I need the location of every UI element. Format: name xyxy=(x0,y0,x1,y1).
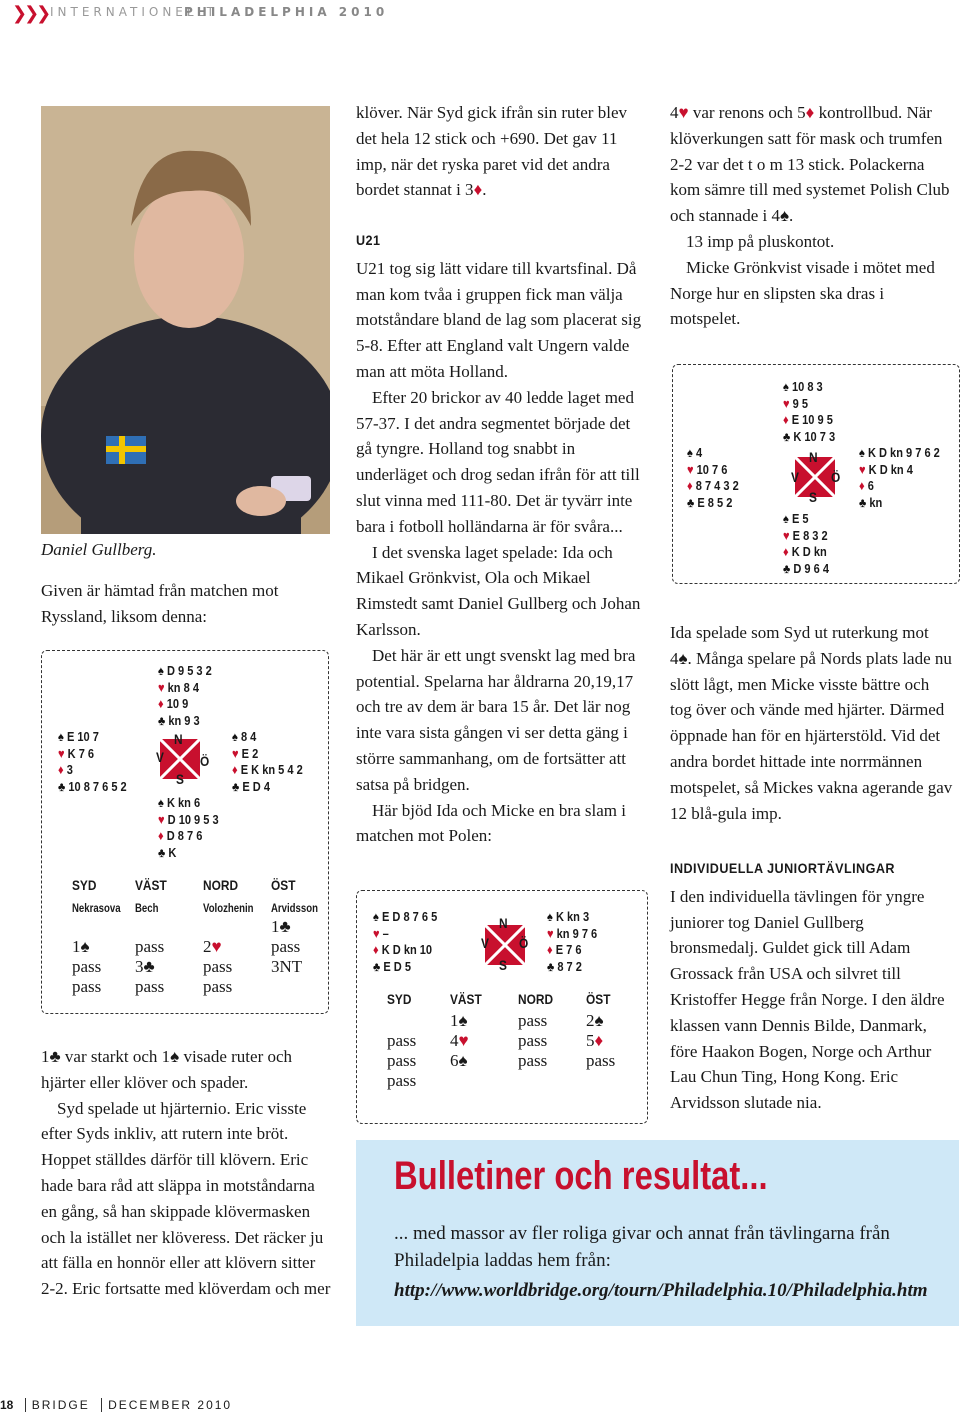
bid-cell: pass xyxy=(271,937,301,956)
header-section: INTERNATIONELLT xyxy=(50,5,218,19)
spade-icon: ♠ xyxy=(687,445,693,460)
club-icon: ♣ xyxy=(232,778,240,794)
bid-cell: 3NT xyxy=(271,957,303,976)
south-diamonds: D 8 7 6 xyxy=(166,828,203,843)
west-spades: E D 8 7 6 5 xyxy=(381,909,438,924)
deal-3-diagram xyxy=(672,364,960,584)
promo-text: ... med massor av fler roliga givar och annat från tävlingarna från Philadelpia laddas hem från: xyxy=(394,1223,890,1271)
column-3-middle xyxy=(670,620,954,826)
spade-icon: ♠ xyxy=(547,909,553,924)
north-hearts: 9 5 xyxy=(792,395,809,411)
paragraph: Syd spelade ut hjärternio. Eric visste efter Syds inkliv, att rutern inte bröt. Hoppet ställdes därför till klövern. Eric hade bara råd att släppa in motståndarna en gång, så han skippade klövermasken och la istället ner klöveress. Det räcker ju att fälla en honnör eller att klövern sitter 2-2. Eric fortsatte med klöverdam och mer xyxy=(41,1098,331,1299)
bid-header-syd: SYD xyxy=(387,991,412,1007)
compass-east: Ö xyxy=(200,753,210,769)
compass-north: N xyxy=(174,731,183,747)
bid-cell: pass xyxy=(387,1071,417,1090)
club-icon: ♣ xyxy=(687,494,695,510)
club-icon: ♣ xyxy=(158,844,166,860)
north-diamonds: E 10 9 5 xyxy=(791,412,833,427)
player-east: Arvidsson xyxy=(271,901,318,915)
bid-cell: pass xyxy=(518,1011,548,1030)
west-clubs: E 8 5 2 xyxy=(697,494,733,510)
bid-cell: pass xyxy=(203,977,233,996)
bid-cell: pass xyxy=(518,1051,548,1070)
diamond-icon: ♦ xyxy=(547,942,553,957)
page-number: 18 xyxy=(0,1398,14,1412)
west-hearts: K 7 6 xyxy=(67,745,95,761)
north-spades: 10 8 3 xyxy=(791,379,823,394)
bid-header-syd: SYD xyxy=(72,877,97,893)
header-event: PHILADELPHIA 2010 xyxy=(184,5,389,19)
spade-icon: ♠ xyxy=(783,379,789,394)
west-clubs: E D 5 xyxy=(383,958,411,974)
paragraph: 4♥ var renons och 5♦ kontrollbud. När klöverkungen satt för mask och trumfen 2-2 var det t o m 13 stick. Polackerna kom sämre till med systemet Polish Club och stannade i 4♠. xyxy=(670,103,950,226)
heart-icon: ♥ xyxy=(158,679,165,695)
club-icon: ♣ xyxy=(859,494,867,510)
bid-header-nord: NORD xyxy=(203,877,239,893)
promo-title: Bulletiner och resultat... xyxy=(394,1154,768,1198)
column-2-top xyxy=(356,100,648,203)
bid-header-ost: ÖST xyxy=(271,877,296,893)
player-south: Nekrasova xyxy=(72,901,121,915)
diamond-icon: ♦ xyxy=(232,762,238,777)
north-spades: D 9 5 3 2 xyxy=(166,663,212,678)
heart-icon: ♥ xyxy=(687,461,694,477)
diamond-icon: ♦ xyxy=(783,412,789,427)
east-clubs: 8 7 2 xyxy=(557,958,582,974)
east-diamonds: E 7 6 xyxy=(555,942,582,957)
club-icon: ♣ xyxy=(158,712,166,728)
deal2-east-hand xyxy=(547,909,597,975)
paragraph: U21 tog sig lätt vidare till kvartsfinal. Då man kom tvåa i gruppen fick man välja motståndare bland de lag som placerat sig 5-8. Efter att England valt Ungern valde man att möta Holland. xyxy=(356,258,642,381)
compass-north: N xyxy=(499,915,508,931)
deal3-west-hand xyxy=(687,445,739,511)
paragraph: I det svenska laget spelade: Ida och Mikael Grönkvist, Ola och Mikael Rimstedt samt Daniel Gullberg och Johan Karlsson. xyxy=(356,542,641,639)
heart-icon: ♥ xyxy=(58,745,65,761)
south-clubs: D 9 6 4 xyxy=(793,560,829,576)
bid-cell: 2♥ xyxy=(203,937,222,956)
heart-icon: ♥ xyxy=(859,461,866,477)
east-diamonds: 6 xyxy=(867,478,874,493)
club-icon: ♣ xyxy=(58,778,66,794)
column-3-bottom xyxy=(670,856,954,1116)
bid-cell: 3♣ xyxy=(135,957,155,976)
north-clubs: K 10 7 3 xyxy=(793,428,836,444)
bid-cell: pass xyxy=(135,977,165,996)
logo-icon: ❯❯❯ xyxy=(12,3,49,24)
west-hearts: 10 7 6 xyxy=(696,461,728,477)
bid-header-nord: NORD xyxy=(518,991,554,1007)
bid-cell: 6♠ xyxy=(450,1051,468,1070)
east-clubs: E D 4 xyxy=(242,778,270,794)
compass-west: V xyxy=(156,749,164,765)
spade-icon: ♠ xyxy=(373,909,379,924)
west-diamonds: K D kn 10 xyxy=(381,942,433,957)
diamond-icon: ♦ xyxy=(158,828,164,843)
south-hearts: E 8 3 2 xyxy=(792,527,828,543)
spade-icon: ♠ xyxy=(859,445,865,460)
bid-header-ost: ÖST xyxy=(586,991,611,1007)
compass-south: S xyxy=(499,957,507,973)
intro-paragraph: Given är hämtad från matchen mot Ryssland, liksom denna: xyxy=(41,581,279,626)
bid-cell: pass xyxy=(72,957,102,976)
paragraph: 13 imp på pluskontot. xyxy=(686,231,835,251)
compass-west: V xyxy=(791,469,799,485)
north-hearts: kn 8 4 xyxy=(167,679,199,695)
deal1-east-hand xyxy=(232,729,303,795)
south-spades: E 5 xyxy=(791,511,809,526)
bid-cell: pass xyxy=(518,1031,548,1050)
bid-cell: 1♠ xyxy=(72,937,90,956)
club-icon: ♣ xyxy=(547,958,555,974)
bid-cell: pass xyxy=(135,937,165,956)
spade-icon: ♠ xyxy=(232,729,238,744)
page-header xyxy=(0,0,960,26)
bid-cell: 1♣ xyxy=(271,917,291,936)
diamond-icon: ♦ xyxy=(687,478,693,493)
bid-cell: 1♠ xyxy=(450,1011,468,1030)
paragraph: klöver. När Syd gick ifrån sin ruter blev det hela 12 stick och +690. Det gav 11 imp, när det ryska paret vid det andra bordet stannat i 3♦. xyxy=(356,103,627,200)
heart-icon: ♥ xyxy=(158,811,165,827)
deal3-east-hand xyxy=(859,445,940,511)
deal2-west-hand xyxy=(373,909,437,975)
bid-header-vast: VÄST xyxy=(135,877,167,893)
column-1-text xyxy=(41,1044,331,1302)
east-hearts: kn 9 7 6 xyxy=(556,925,598,941)
north-diamonds: 10 9 xyxy=(166,696,189,711)
club-icon: ♣ xyxy=(783,560,791,576)
bid-cell: 2♠ xyxy=(586,1011,604,1030)
west-diamonds: 3 xyxy=(66,762,73,777)
diamond-icon: ♦ xyxy=(783,544,789,559)
heart-icon: ♥ xyxy=(783,395,790,411)
bid-cell: 4♥ xyxy=(450,1031,469,1050)
column-1-intro xyxy=(41,578,331,630)
paragraph: Ida spelade som Syd ut ruterkung mot 4♠. Många spelare på Nords plats lade nu slött lågt, men Micke visste bättre och tog över och vände med hjärter. Därmed öppnade han för en hjärterstöld. Vid det andra bordet hittade inte norrmännen motspelet, så Mickes vakna agerande gav 12 blå-gula imp. xyxy=(670,623,953,823)
paragraph: Här bjöd Ida och Micke en bra slam i matchen mot Polen: xyxy=(356,800,626,846)
diamond-icon: ♦ xyxy=(859,478,865,493)
deal-1-diagram xyxy=(41,650,329,1014)
player-north: Volozhenin xyxy=(203,901,254,915)
bid-explanation: 1♣ var starkt och 1♠ visade ruter och hjärter eller klöver och spader. xyxy=(41,1047,293,1092)
player-west: Bech xyxy=(135,901,159,915)
spade-icon: ♠ xyxy=(783,511,789,526)
west-spades: 4 xyxy=(695,445,703,460)
bid-header-vast: VÄST xyxy=(450,991,482,1007)
compass-west: V xyxy=(481,935,489,951)
east-clubs: kn xyxy=(869,494,883,510)
paragraph: I den individuella tävlingen för yngre juniorer tog Daniel Gullberg bronsmedalj. Guldet gick till Adam Grossack från USA och silvret till Kristoffer Hegge från Norge. I den äldre klassen vann Dennis Bilde, Danmark, före Haakon Bogen, Norge och Arthur Lau Chun Ting, Hong Kong. Eric Arvidsson slutade nia. xyxy=(670,886,945,1113)
paragraph: Efter 20 brickor av 40 ledde laget med 57-37. I det andra segmentet började det gå tyngre. Holland tog snabbt in underläget och drog sedan ifrån för att till slut vinna med 111-80. Det är tyvärr inte bara i fotboll holländarna är för svåra... xyxy=(356,387,640,536)
east-hearts: K D kn 4 xyxy=(868,461,913,477)
column-2-text xyxy=(356,228,648,849)
paragraph: Micke Grönkvist visade i mötet med Norge hur en slipsten ska dras i motspelet. xyxy=(670,257,935,329)
north-clubs: kn 9 3 xyxy=(168,712,200,728)
page-footer xyxy=(0,1398,232,1412)
compass-east: Ö xyxy=(519,935,529,951)
bid-cell: 5♦ xyxy=(586,1031,604,1050)
compass-south: S xyxy=(809,489,817,505)
south-hearts: D 10 9 5 3 xyxy=(167,811,219,827)
deal1-west-hand xyxy=(58,729,127,795)
compass-north: N xyxy=(809,449,818,465)
deal1-north-hand xyxy=(158,663,212,729)
magazine-name: BRIDGE xyxy=(31,1398,90,1412)
deal3-north-hand xyxy=(783,379,835,445)
east-spades: 8 4 xyxy=(240,729,257,744)
diamond-icon: ♦ xyxy=(158,696,164,711)
east-spades: K D kn 9 7 6 2 xyxy=(867,445,940,460)
west-spades: E 10 7 xyxy=(66,729,99,744)
east-hearts: E 2 xyxy=(241,745,259,761)
east-diamonds: E K kn 5 4 2 xyxy=(240,762,303,777)
bid-cell: pass xyxy=(586,1051,616,1070)
heart-icon: ♥ xyxy=(373,925,380,941)
issue-date: DECEMBER 2010 xyxy=(108,1398,233,1412)
west-clubs: 10 8 7 6 5 2 xyxy=(68,778,127,794)
spade-icon: ♠ xyxy=(158,663,164,678)
deal-2-diagram xyxy=(356,890,648,1124)
section-heading-u21: U21 xyxy=(356,232,381,248)
south-diamonds: K D kn xyxy=(791,544,827,559)
west-hearts: – xyxy=(382,925,389,941)
club-icon: ♣ xyxy=(373,958,381,974)
diamond-icon: ♦ xyxy=(373,942,379,957)
heart-icon: ♥ xyxy=(232,745,239,761)
bulletin-promo-box xyxy=(356,1140,959,1326)
paragraph: Det här är ett ungt svenskt lag med bra potential. Spelarna har åldrarna 20,19,17 och tre av dem är bara 15 år. Det lär nog inte vara sista gången vi ser detta gäng i större sammanhang, om de fortsätter att satsa på bridgen. xyxy=(356,645,636,794)
heart-icon: ♥ xyxy=(783,527,790,543)
compass-east: Ö xyxy=(831,469,841,485)
south-clubs: K xyxy=(168,844,177,860)
west-diamonds: 8 7 4 3 2 xyxy=(695,478,739,493)
bid-cell: pass xyxy=(72,977,102,996)
deal3-south-hand xyxy=(783,511,829,577)
promo-url-link[interactable]: http://www.worldbridge.org/tourn/Philadelphia.10/Philadelphia.htm xyxy=(394,1280,928,1301)
spade-icon: ♠ xyxy=(158,795,164,810)
column-3-top xyxy=(670,100,950,332)
east-spades: K kn 3 xyxy=(555,909,590,924)
south-spades: K kn 6 xyxy=(166,795,201,810)
photo-caption: Daniel Gullberg. xyxy=(41,540,157,559)
club-icon: ♣ xyxy=(783,428,791,444)
heart-icon: ♥ xyxy=(547,925,554,941)
deal1-south-hand xyxy=(158,795,219,861)
compass-south: S xyxy=(176,771,184,787)
bid-cell: pass xyxy=(203,957,233,976)
bid-cell: pass xyxy=(387,1031,417,1050)
player-photo xyxy=(41,106,330,534)
spade-icon: ♠ xyxy=(58,729,64,744)
bid-cell: pass xyxy=(387,1051,417,1070)
section-heading-individual: INDIVIDUELLA JUNIORTÄVLINGAR xyxy=(670,860,895,876)
diamond-icon: ♦ xyxy=(58,762,64,777)
